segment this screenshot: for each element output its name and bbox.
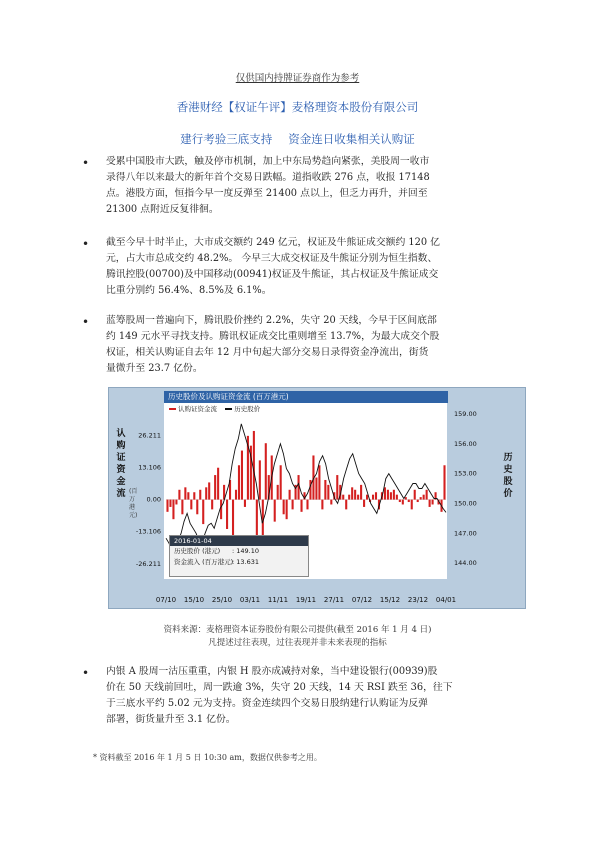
paragraph-line: 约 149 元水平寻找支持。腾讯权证成交比重则增至 13.7%，为最大成交个股 — [106, 331, 440, 342]
x-tick-label: 07/12 — [351, 596, 373, 604]
bullet-1: • — [82, 156, 90, 170]
legend-price: 历史股价 — [234, 405, 261, 413]
flow-bar — [283, 500, 285, 515]
left-tick-label: 0.00 — [146, 495, 161, 504]
x-tick-label: 15/10 — [183, 596, 205, 604]
flow-bar — [354, 490, 356, 500]
flow-bar — [259, 460, 261, 499]
flow-bar — [235, 490, 237, 500]
x-tick-label: 19/11 — [295, 596, 317, 604]
flow-bar — [166, 500, 168, 512]
bullet-3: • — [82, 315, 90, 329]
subtitle-part-b: 资金连日收集相关认购证 — [288, 132, 415, 146]
flow-bar — [199, 490, 201, 500]
report-title: 香港财经【权证午评】麦格理资本股份有限公司 — [176, 100, 419, 114]
paragraph-3 — [106, 313, 526, 377]
flow-bar — [172, 500, 174, 520]
right-tick-label: 144.00 — [454, 559, 477, 568]
flow-bar — [289, 490, 291, 500]
flow-bar — [408, 500, 410, 502]
legend-flow: 认购证资金流 — [178, 405, 217, 413]
flow-bar — [372, 495, 374, 500]
flow-bar — [336, 475, 338, 500]
tooltip-flow-label: 资金流入 (百万港元) — [174, 558, 234, 566]
flow-bar — [220, 500, 222, 520]
paragraph-line: 元，占大市总成交约 48.2%。 今早三大成交权证及牛熊证分别为恒生指数、 — [106, 253, 438, 264]
right-tick-label: 159.00 — [454, 409, 477, 418]
flow-bar — [214, 475, 216, 500]
flow-bar — [178, 490, 180, 500]
paragraph-line: 比重分别约 56.4%、8.5%及 6.1%。 — [106, 285, 272, 296]
paragraph-1 — [106, 154, 526, 218]
flow-bar — [327, 485, 329, 500]
flow-bar — [411, 500, 413, 510]
flow-bar — [360, 485, 362, 500]
footnote: * 资料截至 2016 年 1 月 5 日 10:30 am，数据仅供参考之用。 — [93, 753, 322, 762]
flow-bar — [280, 465, 282, 499]
flow-bar — [211, 500, 213, 510]
paragraph-line: 部署，街货量升至 3.1 亿份。 — [106, 714, 236, 725]
paragraph-line: 21300 点附近反复徘徊。 — [106, 204, 219, 215]
flow-bar — [217, 468, 219, 500]
flow-bar — [405, 497, 407, 499]
flow-bar — [348, 495, 350, 500]
tooltip-date: 2016-01-04 — [170, 536, 308, 546]
flow-bar — [324, 480, 326, 500]
price-line — [166, 424, 446, 551]
flow-bar — [363, 500, 365, 507]
flow-bar — [396, 495, 398, 500]
x-tick-label: 03/11 — [239, 596, 261, 604]
flow-bar — [393, 490, 395, 500]
tooltip-price-value: : 149.10 — [232, 547, 259, 555]
left-tick-label: -13.106 — [135, 527, 161, 536]
flow-bar — [375, 492, 377, 499]
paragraph-line: 蓝筹股周一普遍向下，腾讯股价挫约 2.2%，失守 20 天线，今早于区间底部 — [106, 315, 437, 326]
chart-panel — [108, 387, 526, 609]
right-tick-label: 147.00 — [454, 529, 477, 538]
left-axis-label: 认购证资金流 — [116, 429, 126, 499]
right-tick-label: 153.00 — [454, 469, 477, 478]
flow-bar — [277, 485, 279, 500]
left-axis-unit: (百万港元) — [129, 488, 138, 519]
flow-bar — [208, 482, 210, 499]
flow-bar — [426, 490, 428, 500]
paragraph-line: 录得八年以来最大的新年首个交易日跌幅。道指收跌 276 点，收报 17148 — [106, 172, 430, 183]
flow-bar — [274, 500, 276, 522]
flow-bar — [366, 495, 368, 500]
legend-swatch-price — [225, 408, 232, 410]
bullet-2: • — [82, 237, 90, 251]
flow-bar — [238, 465, 240, 499]
flow-bar — [187, 492, 189, 499]
flow-bar — [432, 500, 434, 505]
flow-bar — [402, 500, 404, 505]
flow-bar — [175, 500, 177, 505]
flow-bar — [244, 500, 246, 507]
chart-title: 历史股价及认购证资金流 (百万港元) — [164, 391, 448, 403]
flow-bar — [399, 500, 401, 502]
chart-source-line2: 凡提述过往表现，过往表现并非未来表现的指标 — [208, 638, 387, 648]
paragraph-line: 内银 A 股周一沽压重重，内银 H 股亦成减持对象，当中建设银行(00939)股 — [106, 666, 438, 677]
x-tick-label: 11/11 — [267, 596, 289, 604]
x-tick-label: 15/12 — [379, 596, 401, 604]
paragraph-line: 截至今早十时半止，大市成交额约 249 亿元，权证及牛熊证成交额约 120 亿 — [106, 237, 440, 248]
subtitle-part-a: 建行考验三底支持 — [180, 132, 273, 146]
chart-tooltip — [169, 535, 309, 577]
flow-bar — [241, 451, 243, 500]
flow-bar — [184, 487, 186, 499]
flow-bar — [265, 443, 267, 499]
flow-bar — [169, 500, 171, 507]
right-tick-label: 156.00 — [454, 439, 477, 448]
flow-bar — [190, 500, 192, 510]
left-tick-label: -26.211 — [135, 559, 161, 568]
tooltip-price-label: 历史股价 (港元) — [174, 547, 221, 555]
flow-bar — [351, 487, 353, 499]
flow-bar — [318, 465, 320, 499]
tooltip-flow-value: : 13.631 — [232, 558, 259, 566]
bullet-4: • — [82, 666, 90, 680]
flow-bar — [300, 500, 302, 512]
flow-bar — [417, 500, 419, 502]
flow-bar — [286, 500, 288, 520]
disclaimer-heading: 仅供国内持牌证券商作为参考 — [235, 73, 360, 84]
flow-bar — [253, 431, 255, 500]
chart-legend — [169, 404, 260, 413]
flow-bar — [330, 500, 332, 505]
paragraph-4 — [106, 664, 526, 728]
tooltip-price-row — [170, 546, 308, 557]
flow-bar — [429, 500, 431, 507]
right-tick-label: 150.00 — [454, 499, 477, 508]
flow-bar — [226, 500, 228, 529]
flow-bar — [384, 487, 386, 499]
flow-bar — [205, 487, 207, 499]
right-axis-label: 历史股价 — [503, 453, 513, 499]
paragraph-line: 权证，相关认购证自去年 12 月中旬起大部分交易日录得资金净流出，街货 — [106, 347, 429, 358]
flow-bar — [306, 500, 308, 510]
flow-bar — [420, 497, 422, 499]
x-tick-label: 27/11 — [323, 596, 345, 604]
legend-swatch-flow — [169, 408, 176, 410]
paragraph-line: 点。港股方面，恒指今早一度反弹至 21400 点以上，但乏力再升，并回至 — [106, 188, 428, 199]
paragraph-line: 价在 50 天线前回吐，周一跌逾 3%，失守 20 天线，14 天 RSI 跌至 36，往下 — [106, 682, 453, 693]
x-tick-label: 25/10 — [211, 596, 233, 604]
paragraph-line: 量微升至 23.7 亿份。 — [106, 363, 203, 374]
flow-bar — [193, 492, 195, 499]
flow-bar — [390, 492, 392, 499]
flow-bar — [414, 490, 416, 500]
flow-bar — [387, 490, 389, 500]
flow-bar — [342, 495, 344, 500]
paragraph-line: 腾讯控股(00700)及中国移动(00941)权证及牛熊证，其占权证及牛熊证成交 — [106, 269, 439, 280]
flow-bar — [202, 500, 204, 525]
flow-bar — [181, 500, 183, 515]
flow-bar — [232, 500, 234, 539]
report-subtitle — [0, 131, 595, 147]
chart-source-line1: 资料来源：麦格理资本证券股份有限公司提供(截至 2016 年 1 月 4 日) — [163, 625, 432, 635]
paragraph-2 — [106, 235, 526, 299]
flow-bar — [357, 495, 359, 500]
left-tick-label: 13.106 — [138, 463, 161, 472]
x-tick-label: 04/01 — [435, 596, 457, 604]
flow-bar — [345, 500, 347, 510]
flow-bar — [443, 465, 445, 499]
flow-bar — [196, 500, 198, 515]
x-tick-label: 23/12 — [407, 596, 429, 604]
tooltip-flow-row — [170, 557, 308, 568]
paragraph-line: 于三底水平约 5.02 元为支持。资金连续四个交易日股纳建行认购证为反弹 — [106, 698, 428, 709]
left-tick-label: 26.211 — [138, 431, 161, 440]
flow-bar — [423, 495, 425, 500]
flow-bar — [315, 478, 317, 500]
paragraph-line: 受累中国股市大跌，触及停市机制，加上中东局势趋向紧张，美股周一收市 — [106, 156, 430, 167]
flow-bar — [292, 500, 294, 510]
flow-bar — [321, 500, 323, 510]
x-tick-label: 07/10 — [155, 596, 177, 604]
